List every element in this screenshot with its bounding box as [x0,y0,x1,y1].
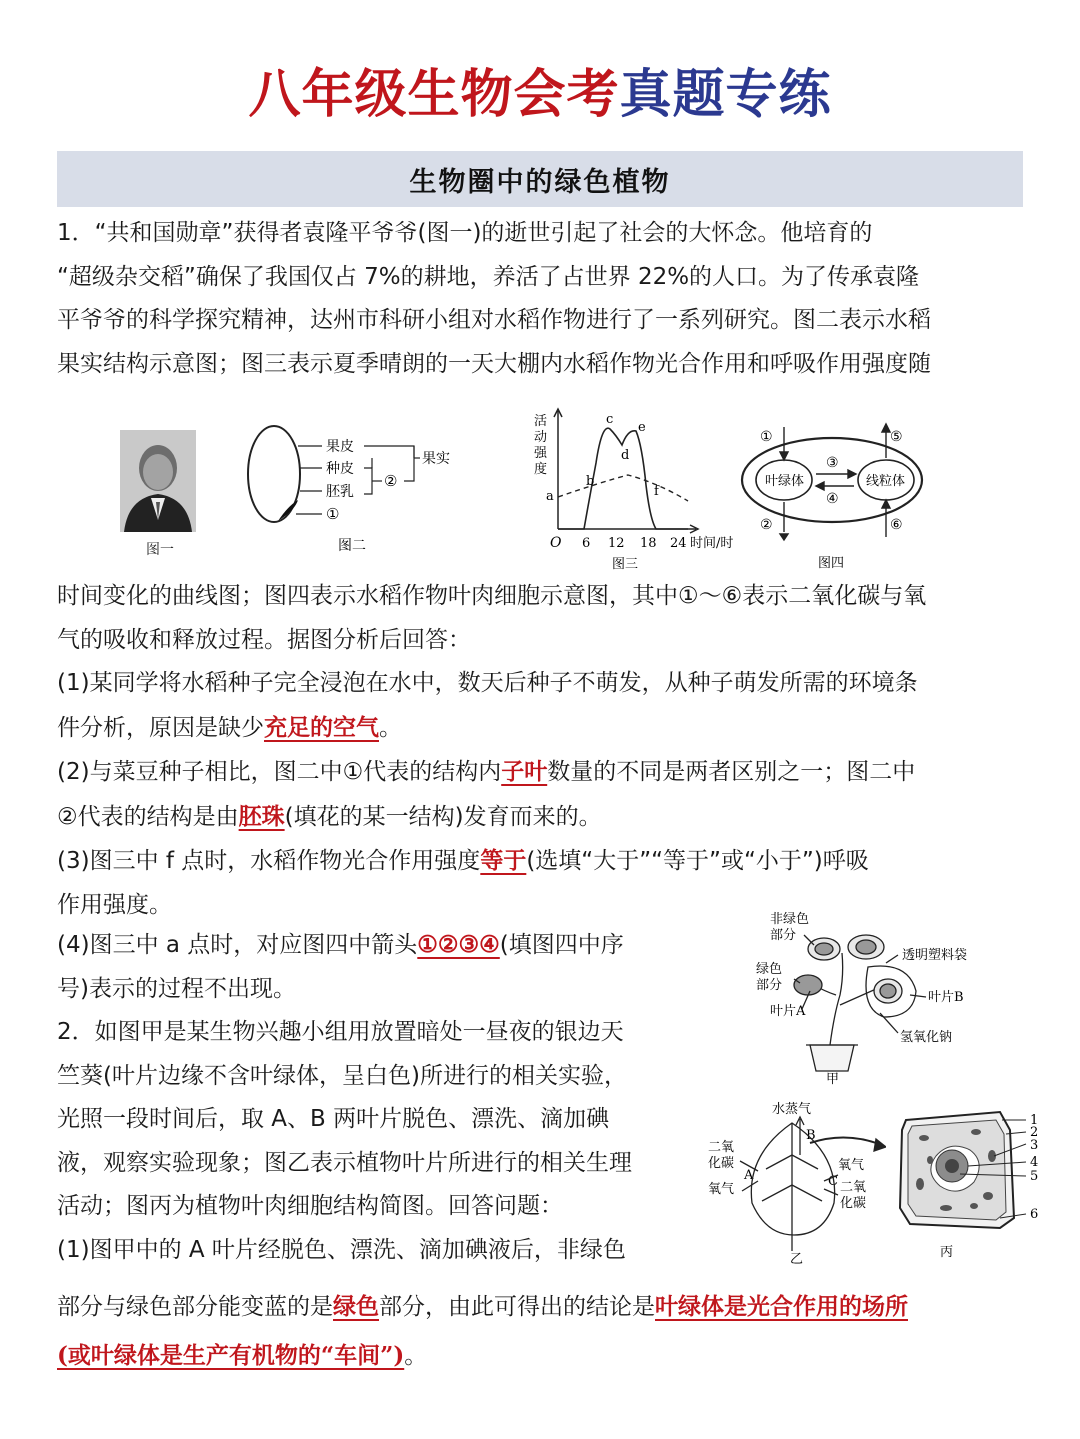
label: 氧气 [708,1182,735,1197]
caption: 丙 [940,1245,954,1260]
caption: 图四 [818,556,845,571]
arrow-label: ③ [826,455,839,471]
answer: 胚珠 [238,802,285,830]
label-mitochondrion: 线粒体 [866,474,906,489]
q1-body [57,575,1047,927]
answer: 叶绿体是光合作用的场所 [655,1293,908,1320]
text-line: (1)某同学将水稻种子完全浸泡在水中，数天后种子不萌发，从种子萌发所需的环境条 [57,670,918,696]
sub-question-4: (4)图三中 a 点时，对应图四中箭头①②③④(填图四中序 [57,931,624,958]
label-1: ① [326,505,340,523]
part-number: 1 [1030,1113,1039,1128]
text-line: 1．“共和国勋章”获得者袁隆平爷爷(图一)的逝世引起了社会的大怀念。他培育的 [57,220,873,246]
caption: 图三 [612,557,639,572]
figure-4 [738,422,928,576]
text-line: 号)表示的过程不出现。 [57,975,296,1002]
text-line: “超级杂交稻”确保了我国仅占 7%的耕地，养活了占世界 22%的人口。为了传承袁隆 [57,263,920,290]
answer-line-1: 部分与绿色部分能变蓝的是绿色部分，由此可得出的结论是叶绿体是光合作用的场所 [57,1293,908,1320]
arrow-label: ⑤ [890,429,903,445]
label-pericarp: 果皮 [326,439,354,455]
label: 部分 [756,978,783,993]
part-number: 2 [1030,1125,1039,1140]
label: 非绿色 [770,912,810,927]
answer: 等于 [480,847,527,874]
label: 水蒸气 [772,1102,812,1117]
text-line: 时间变化的曲线图；图四表示水稻作物叶肉细胞示意图，其中①～⑥表示二氧化碳与氧 [57,583,927,609]
origin: O [550,535,562,551]
sub-question-1: 件分析，原因是缺少充足的空气。 [57,713,402,741]
part-number: 3 [1030,1138,1039,1153]
label-endosperm: 胚乳 [326,484,354,500]
x-tick: 12 [608,536,625,551]
portrait-photo [115,428,205,560]
label-2: ② [384,472,398,490]
answer: 子叶 [501,758,548,785]
label: 透明塑料袋 [902,948,968,963]
answer: 充足的空气 [264,713,379,741]
nucleolus [945,1159,959,1173]
point-a: a [546,489,554,504]
label: 氧气 [838,1158,865,1173]
label: C [828,1174,838,1189]
text-line: 活动；图丙为植物叶肉细胞结构简图。回答问题： [57,1193,563,1219]
text-line: 竺葵(叶片边缘不含叶绿体，呈白色)所进行的相关实验， [57,1062,627,1089]
figure-jia [748,905,998,1089]
respiration-curve [558,475,688,501]
text-line: 气的吸收和释放过程。据图分析后回答： [57,626,471,653]
ylabel-char: 动 [534,430,548,445]
figure-1 [115,428,205,564]
arrow-label: ① [760,429,773,445]
label: 化碳 [708,1156,735,1171]
figure-bing [890,1100,1050,1269]
caption: 甲 [826,1072,840,1085]
label: 二氧 [840,1180,867,1195]
answer-line-2: (或叶绿体是生产有机物的“车间”)。 [57,1341,428,1369]
x-label: 时间/时 [690,536,734,551]
page-title: 八年级生物会考真题专练 [248,64,832,125]
q1-intro [57,212,1047,386]
figure-yi [706,1095,886,1269]
arrow-label: ④ [826,491,839,507]
label: 二氧 [708,1140,735,1155]
caption: 乙 [790,1252,804,1265]
answer: (或叶绿体是生产有机物的“车间”) [57,1341,405,1369]
arrow-label: ⑥ [890,517,903,533]
point-d: d [621,448,630,463]
figure-2 [240,422,470,566]
part-number: 5 [1030,1169,1039,1184]
label: 部分 [770,928,797,943]
ylabel-char: 强 [534,446,548,461]
label-seed-coat: 种皮 [326,461,354,477]
arrow-label: ② [760,517,773,533]
ylabel-char: 度 [534,462,548,477]
sub-question-2-line2: ②代表的结构是由胚珠(填花的某一结构)发育而来的。 [57,802,602,830]
text-line: 液，观察实验现象；图乙表示植物叶片所进行的相关生理 [57,1149,632,1176]
section-banner: 生物圈中的绿色植物 [57,151,1023,207]
point-f: f [654,484,659,499]
text-line: 光照一段时间后，取 A、B 两叶片脱色、漂洗、滴加碘 [57,1106,610,1132]
text-line: (1)图甲中的 A 叶片经脱色、漂洗、滴加碘液后，非绿色 [57,1236,626,1263]
x-tick: 24 [670,536,687,551]
part-number: 4 [1030,1155,1039,1170]
embryo-shape [278,500,298,521]
text-line: 2．如图甲是某生物兴趣小组用放置暗处一昼夜的银边天 [57,1019,624,1045]
photosynthesis-curve [558,428,688,529]
text-line: 作用强度。 [57,891,172,918]
sub-question-3: (3)图三中 f 点时，水稻作物光合作用强度等于(选填“大于”“等于”或“小于”)呼吸 [57,847,869,874]
label: 绿色 [756,962,783,977]
part-number: 6 [1030,1207,1039,1222]
text-line: 平爷爷的科学探究精神，达州市科研小组对水稻作物进行了一系列研究。图二表示水稻 [57,307,931,333]
q2-answer [57,1285,1057,1378]
x-tick: 6 [582,536,591,551]
x-tick: 18 [640,536,657,551]
figure-3 [528,405,748,577]
caption: 图二 [338,538,366,554]
answer: ①②③④ [417,931,500,958]
label: 氢氧化钠 [900,1030,953,1045]
label-fruit: 果实 [422,451,450,467]
caption: 图一 [146,542,174,558]
ylabel-char: 活 [534,414,548,429]
label: 化碳 [840,1196,867,1211]
label: 叶片A [770,1004,806,1019]
label: A [744,1168,754,1183]
point-e: e [638,420,646,435]
text-line: 果实结构示意图；图三表示夏季晴朗的一天大棚内水稻作物光合作用和呼吸作用强度随 [57,350,931,377]
point-b: b [586,474,595,489]
point-c: c [606,412,614,427]
label-chloroplast: 叶绿体 [765,474,805,489]
q-left-column [57,923,707,1272]
label: 叶片B [928,990,964,1005]
label: B [806,1128,816,1143]
answer: 绿色 [333,1293,379,1320]
sub-question-2: (2)与菜豆种子相比，图二中①代表的结构内子叶数量的不同是两者区别之一；图二中 [57,758,916,785]
